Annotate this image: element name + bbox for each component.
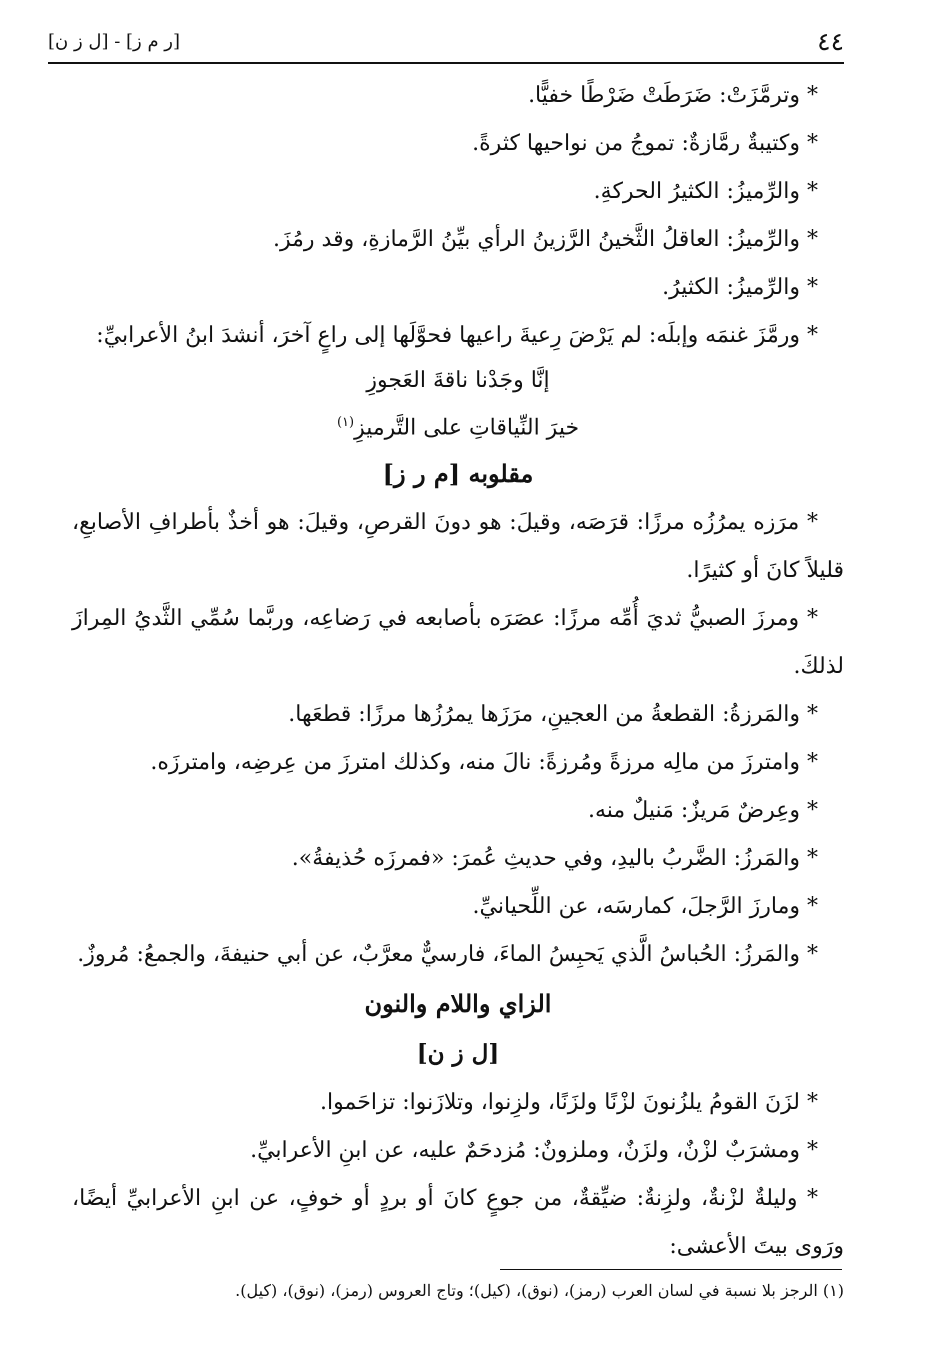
footnote-divider: [500, 1269, 842, 1270]
section-heading-maqlubuh: مقلوبه [م ر ز]: [382, 459, 534, 489]
entry-9: * والمَرزةُ: القطعةُ من العجينِ، مرَزَها يمرُزُها مرزًا: قطعَها.: [288, 702, 818, 728]
footnote: (١) الرجز بلا نسبة في لسان العرب (رمز)، (نوق)، (كيل)؛ وتاج العروس (رمز)، (نوق)، (كيل).: [235, 1281, 844, 1300]
body-text: [72, 72, 844, 1271]
entry-10: * وامترزَ من مالِه مرزةً ومُرزةً: نالَ منه، وكذلك امترزَ من عِرضِه، وامترزَه.: [150, 750, 818, 776]
entry-16: * ومشرَبٌ لزْنٌ، ولزَنٌ، وملزونٌ: مُزدحَمٌ عليه، عن ابنِ الأعرابيِّ.: [250, 1138, 818, 1164]
footnote-marker: (١): [336, 415, 355, 430]
entry-3: * والرِّميزُ: الكثيرُ الحركةِ.: [593, 179, 818, 204]
entry-7: * مرَزه يمرُزُه مرزًا: قرَصَه، وقيلَ: هو دونَ القرصِ، وقيلَ: هو أخذٌ بأطرافِ الأصابعِ، قليلاً كانَ أو كثيرًا.: [72, 510, 844, 584]
entry-17: * وليلةٌ لزْنةٌ، ولزِنةٌ: ضيِّقةٌ، من جوعٍ كانَ أو بردٍ أو خوفٍ، عن ابنِ الأعرابيِّ أيضًا، ورَوى بيتَ الأعشى:: [72, 1186, 844, 1260]
entry-12: * والمَرزُ: الضَّربُ باليدِ، وفي حديثِ عُمرَ: «فمرزَه حُذيفةُ».: [291, 846, 818, 872]
entry-5: * والرِّميزُ: الكثيرُ.: [662, 275, 818, 300]
entry-14: * والمَرزُ: الحُباسُ الَّذي يَحبِسُ الماءَ، فارسيٌّ معرَّبٌ، عن أبي حنيفةَ، والجمعُ: مُروزٌ.: [77, 942, 818, 968]
page-number: ٤٤: [817, 27, 844, 56]
entry-15: * لزَنَ القومُ يلزُنونَ لزْنًا ولزَنًا، ولزِنوا، وتلازَنوا: تزاحَموا.: [320, 1090, 818, 1116]
entry-2: * وكتيبةٌ رمَّازةٌ: تموجُ من نواحيها كثرةً.: [472, 131, 818, 156]
entry-11: * وعِرضٌ مَريزٌ: مَنيلٌ منه.: [588, 798, 818, 824]
verse-line-2: [72, 402, 844, 449]
root-heading: [ل ز ن]: [416, 1040, 500, 1068]
entry-8: * ومرزَ الصبيُّ ثديَ أُمِّه مرزًا: عصَرَه بأصابعه في رَضاعِه، وربَّما سُمِّي الثَّديُ المِرازَ لذلكَ.: [72, 606, 844, 680]
verse-line-2-text: خيرَ النِّياقاتِ على التَّرميزِ: [354, 415, 580, 441]
entry-4: * والرِّميزُ: العاقلُ الثَّخينُ الرَّزينُ الرأي بيِّنُ الرَّمازةِ، وقد رمُزَ.: [272, 227, 818, 252]
entry-6: * ورمَّزَ غنمَه وإبلَه: لم يَرْضَ رِعيةَ راعيها فحوَّلَها إلى راعٍ آخرَ، أنشدَ ابنُ الأعرابيِّ:: [96, 323, 818, 348]
running-head: [48, 20, 844, 64]
header-root-reference: [ر م ز] - [ل ز ن]: [48, 31, 181, 52]
chapter-heading: الزاي واللام والنون: [364, 989, 552, 1019]
entry-1: * وترمَّزَتْ: ضَرَطَتْ ضَرْطًا خفيًّا.: [528, 83, 818, 108]
verse-line-1: إنَّا وجَدْنا ناقةَ العَجوزِ: [366, 368, 550, 393]
entry-13: * ومارزَ الرَّجلَ، كمارسَه، عن اللِّحيانيِّ.: [472, 894, 818, 920]
